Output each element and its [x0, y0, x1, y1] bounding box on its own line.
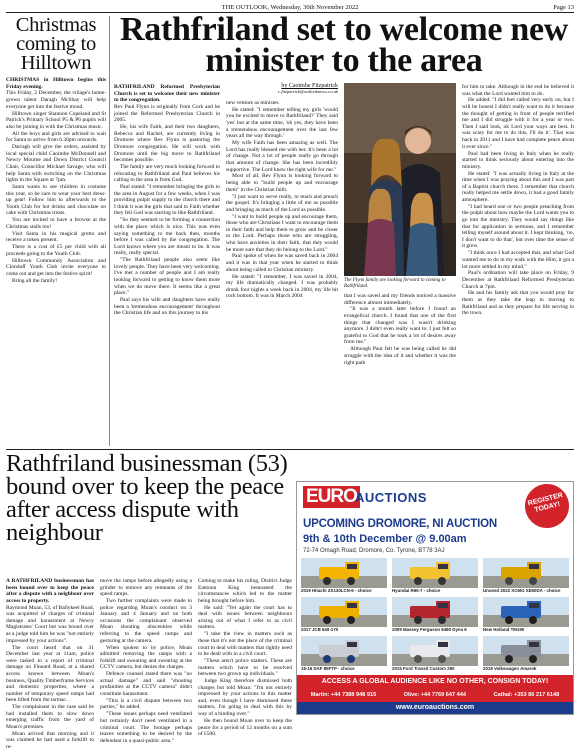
minister-paragraph: for him to take. Although in the end he believed it was what the Lord wanted him to do. — [462, 84, 574, 97]
byline: by Caoimhe Fitzpatrick — [281, 83, 338, 89]
ad-item[interactable] — [483, 597, 569, 635]
minister-paragraph: new venture as minister. — [226, 100, 280, 106]
minister-paragraph: "I just want to serve really, to teach and preach the gospel. It's bringing a little of me as possible and bringing as much of the Lord as possible. — [226, 193, 338, 213]
christmas-paragraph: There is a cost of £5 per child with all proceeds going to the Youth Club. — [6, 244, 106, 257]
ad-item-label: 2018 Volkswagen Amarok — [483, 666, 537, 671]
ad-item[interactable] — [301, 636, 387, 674]
christmas-paragraph: Bring all the family! — [12, 277, 58, 284]
ad-item-label: 2009 Massey Ferguson 6480 Dyna 6 — [392, 627, 467, 632]
ad-item-photo — [301, 636, 387, 666]
businessman-paragraph: He then bound Moan over to keep the peace for a period of 12 months on a sum of £500. — [198, 717, 292, 738]
minister-col-2-paras — [226, 100, 338, 300]
contact-cathal[interactable]: Cathal: +353 86 217 6148 — [493, 692, 560, 698]
ad-website[interactable]: www.euroauctions.com — [297, 702, 573, 714]
businessman-paragraph: move the ramps before allegedly using a grinder to remove any remnants of the speed ramps. — [100, 578, 192, 598]
minister-col-3 — [344, 293, 456, 444]
minister-col-2 — [226, 100, 338, 444]
byline-email[interactable]: c.fitzpatrick@outlooknews.co.uk — [278, 89, 338, 94]
businessman-paragraph: He said: "Yet again the court has to deal with issues between neighbours arising out of what I refer to as civil matters. — [198, 604, 292, 631]
ad-item-photo — [301, 597, 387, 627]
ad-item-photo — [483, 597, 569, 627]
christmas-headline: Christmas coming to Hilltown — [15, 14, 97, 74]
minister-paragraph: "So they seemed to be forming a connection with the place which is nice. This was even saying something to me back then, months before I was called by the congregation. The Lord knows where you are meant to be. It was really, really special. — [114, 217, 220, 257]
businessman-col-1-paras — [6, 605, 94, 751]
minister-headline: Rathfriland set to welcome new minister to the area — [119, 11, 569, 79]
businessman-paragraph: The court heard that on 31 December last year at 11am, police were tasked to a report of criminal damage on Finnard Road, at a shared access known between Moan's business, Quality Timberframe Services and domestic properties, where a number of temporary speed ramps had been lifted from the tarmac. — [6, 644, 94, 704]
minister-col-1-paras — [114, 104, 220, 317]
minister-paragraph: "The Rathfriland people also seem like lovely people. They have been very welcoming. I've met a number of people and I am really looking forward to getting to know them more when we do move there. It seems like a great place." — [114, 257, 220, 297]
minister-paragraph: My wife Faith has been amazing as well. The Lord has really blessed me with her. It's been a lot of change. Not a lot of people really go through that amount of change. She has been incredibly supportive. The Lord knew the right wife for me." — [226, 140, 338, 173]
christmas-paragraph: You are invited to have a browse at the Christmas stalls too! — [6, 217, 106, 230]
ad-item-photo — [392, 558, 478, 588]
businessman-col-2-paras — [100, 578, 192, 744]
businessman-paragraph: Judge King therefore dismissed both charges but told Moan: "I'm not entirely impressed by your actions in this matter and, even though I have dismissed these matters, I'm going to deal with this by way of a binding over." — [198, 678, 292, 718]
minister-col-1 — [114, 84, 220, 444]
businessman-col-3-paras — [198, 578, 292, 738]
minister-paragraph: He stated: "I remember, I was saved in 2004, my life dramatically changed. I was probably drunk four nights a week back in 2004, my life hit rock bottom. It was in March 2004 — [226, 273, 338, 300]
ad-title: UPCOMING DROMORE, NI AUCTION — [303, 518, 497, 530]
column-divider — [109, 16, 110, 446]
minister-paragraph: Paul says his wife and daughters have really been a 'tremendous encouragement' throughout the Christian life and on this journey to his — [114, 297, 220, 317]
businessman-paragraph: The complainant in the case said he had installed them to slow down emerging traffic from the yard of Moan's premises. — [6, 704, 94, 730]
businessman-paragraph: "These issues perhaps need ventilated but certainly don't need ventilated in a criminal court. The footage perhaps leaves something to be desired by the defendant in a quasi-public area." — [100, 711, 192, 744]
ad-item-photo — [483, 558, 569, 588]
businessman-paragraph: Moan arrived that morning and it was claimed he had used a forklift to re- — [6, 730, 94, 751]
businessman-paragraph: Defence counsel stated there was "no actual damage" and said "shouting profanities at the CCTV camera" didn't constitute harassment. — [100, 671, 192, 697]
ad-item-label: 15-16 DAF 85FTP - choice — [301, 666, 355, 671]
ad-item-label: 2019 Hitachi ZX130LCN-6 - choice — [301, 588, 372, 593]
christmas-lead: CHRISTMAS in Hilltown begins this Friday evening. — [6, 77, 106, 90]
businessman-paragraph: Coming to make his ruling, District Judge Eamonn King bemoaned the circumstances which led to the matter being brought before him. — [198, 578, 292, 604]
euro-auctions-advert[interactable] — [296, 481, 574, 715]
christmas-body — [6, 77, 106, 411]
family-photo-illustration — [344, 83, 456, 276]
ad-item-photo — [301, 558, 387, 588]
minister-paragraph: The family are very much looking forward to relocating to Rathfriland and Paul believes his calling to the area is from God. — [114, 164, 220, 184]
christmas-paragraph: All the boys and girls are advised to wait for Santa to arrive from 6.30pm onwards. — [6, 130, 106, 144]
businessman-headline: Rathfriland businessman (53) bound over to keep the peace after access dispute with neighbour — [6, 450, 288, 546]
minister-lead: RATHFRILAND Reformed Presbyterian Church is set to welcome their new minister to the congregation. — [114, 84, 220, 104]
businessman-col-3 — [198, 578, 292, 738]
auctions-logo: AUCTIONS — [355, 490, 427, 505]
christmas-paragraphs — [6, 90, 106, 284]
ad-item-photo — [392, 597, 478, 627]
ad-item-photo — [483, 636, 569, 666]
minister-col-3-paras — [344, 293, 456, 366]
euro-logo: EURO — [303, 486, 360, 508]
businessman-lead: A RATHFRILAND businessman has been bound over to keep the peace after a dispute with a neighbour over access to property. — [6, 578, 94, 604]
businessman-paragraph: Two further complaints were made to police regarding Moan's conduct on 3 January and 4 January and on both occasions the complainant observed Moan shouting obscenities while referring to the speed ramps and gesturing at the camera. — [100, 598, 192, 644]
contact-martin[interactable]: Martin: +44 7388 948 915 — [310, 692, 377, 698]
photo-caption: The Flynn family are looking forward to coming to Rathfriland. — [344, 278, 446, 289]
minister-col-4-paras — [462, 84, 574, 317]
minister-paragraph: He stated: "I was actually living in Italy at the time when I was praying about this and I was part of a Baptist church there. I remember that church really helped me settle down, it had a good family atmosphere. — [462, 170, 574, 203]
minister-paragraph: He added: "I did feel called very early on, but I will be honest I didn't really want to do it because the thought of getting in front of people terrified me and I did struggle with it for a year or two. Then I said look, ok Lord your ways are best. It was scary for me to do this, I'll do it'. That was back in 2011 and I have had complete peace about it ever since." — [462, 97, 574, 150]
christmas-paragraph: Hilltown singer Shannon Copeland and St Patrick's Primary School P5 & P6 pupils will also be joining in with the Christmas music. — [6, 110, 106, 130]
ad-item[interactable] — [392, 558, 478, 596]
minister-paragraph: "It was a month later before I found an evangelical church. I found that one of the first things that changed was I wasn't drinking anymore. I didn't even really want to. I just felt so grateful to God that he took a lot of desires away from me." — [344, 306, 456, 346]
minister-col-4 — [462, 84, 574, 444]
christmas-paragraph: Santa wants to see children in costume this year, so be sure to wear your best dress-up gear! Follow him to afterwards to the Youth Club for hot drinks and chocolate on cake with Christmas treats. — [6, 183, 106, 217]
businessman-col-2 — [100, 578, 192, 744]
ad-item[interactable] — [392, 597, 478, 635]
businessman-paragraph: "These aren't police matters. These are matters which have to be resolved between two grown up individuals." — [198, 658, 292, 678]
businessman-paragraph: Raymond Moan, 53, of Ballykeel Road, was acquitted of charges of criminal damage and harassment at Newry Magistrates' Court but was bound over as a judge told him he was "not entirely impressed by your actions". — [6, 604, 94, 644]
page-number: Page 13 — [553, 3, 574, 11]
ad-item[interactable] — [483, 558, 569, 596]
ad-item[interactable] — [301, 558, 387, 596]
minister-paragraph: Rev Paul Flynn is originally from Cork and he joined the Reformed Presbyterian Church in 2005. — [114, 104, 220, 124]
byline-block — [228, 83, 338, 94]
register-today-badge[interactable]: REGISTER TODAY! — [520, 479, 573, 532]
ad-tagline: ACCESS A GLOBAL AUDIENCE LIKE NO OTHER, CONSIGN TODAY! — [297, 675, 573, 688]
minister-paragraph: "I want to build people up and encourage them, those who are Christians I want to encourage them in their faith and help them to grow and be closer to the Lord. Perhaps those who are struggling, who have anxieties in their faith, that they would be more sure that they do belong to the Lord." — [226, 213, 338, 253]
ad-item-label: New Holland TM190 — [483, 627, 525, 632]
ad-item-label: Hyundai R60-7 - choice — [392, 588, 441, 593]
christmas-paragraph: Darragh will give the orders, assisted by local special child Caoimhe McDonnell and Newry Mourne and Down District Council Chair, Councillor Michael Savage, who will help Santa with switching on the Christmas lights in the Square at 7pm. — [6, 144, 106, 184]
ad-contacts — [297, 688, 573, 702]
businessman-paragraph: When spoken to by police, Moan admitted removing the ramps with a forklift and swearing and swearing at the CCTV camera, but denies the charges. — [100, 644, 192, 671]
minister-paragraph: that I was saved and my friends noticed a massive difference almost immediately. — [344, 293, 456, 306]
ad-date: 9th & 10th December @ 9.00am — [303, 533, 467, 545]
ad-item-label: Unused 2022 XCMG XE60DA - choice — [483, 588, 561, 593]
minister-paragraph: "I think once I had accepted that, and what God wanted me to do in my walk with the Him, it got a lot more settled in my mind." — [462, 250, 574, 270]
ad-item[interactable] — [483, 636, 569, 674]
christmas-paragraph: Hilltown Community Association and Clonduff Youth Club invite everyone to come out and get into the festive spirit! — [6, 257, 106, 277]
minister-paragraph: "I had heard one or two people preaching from the pulpit about how maybe the Lord wants you to go into the ministry. They would say things like that for application in sermons, and I remember telling myself around about it. I kept thinking, 'no, I don't want to do that', but over time the sense of it grew. — [462, 203, 574, 250]
businessman-col-1 — [6, 578, 94, 751]
ad-item[interactable] — [392, 636, 478, 674]
publication-dateline: THE OUTLOOK, Wednesday, 30th November 2022 — [221, 3, 359, 11]
flynn-family-photo — [344, 83, 456, 276]
minister-paragraph: Paul spoke of when he was saved back in 2004 and it was in that year when he started to think about being called to Christian ministry. — [226, 253, 338, 273]
ad-item-photo — [392, 636, 478, 666]
minister-paragraph: He stated: "I remember telling my girls 'would you be excited to move to Rathfriland?' They said 'yes' but at the same time, 'oh yes, they have been a tremendous encouragement over the last few years all the way through.' — [226, 106, 338, 140]
minister-paragraph: Paul stated: "I remember bringing the girls to the area in August for a few weeks, when I was providing pulpit supply to the church there and I think it was the girls that said to Faith whether they felt God was starting to like Rathfriland. — [114, 184, 220, 217]
ad-item-label: 2015 Ford Transit Custom 290 — [392, 666, 455, 671]
christmas-paragraph: This Friday, 2 December, the village's home-grown talent Daragh McShay will help everyone get into the festive mood. — [6, 90, 106, 110]
ad-address: 72-74 Omagh Road, Dromore, Co. Tyrone, BT78 3AJ — [303, 548, 445, 554]
businessman-paragraph: "This is a civil dispute between two parties," he added. — [100, 697, 192, 711]
minister-paragraph: Most of all, Rev Flynn is looking forward to being able to "build people up and encourage them" in the Christian faith. — [226, 173, 338, 193]
christmas-article — [6, 16, 106, 446]
minister-paragraph: He and his family ask that you would pray for them as they take the leap in moving to Rathfriland and as they prepare for life serving in the town. — [462, 290, 574, 317]
minister-paragraph: He, his wife Faith, and their two daughters, Rebecca and Rachel, are currently living in Dromore where Rev Flynn is pastoring the Dromore congregation. He will work with Dromore until the big move to Rathfriland becomes possible. — [114, 124, 220, 164]
minister-paragraph: Paul had been living in Italy when he really started to think seriously about entering into the ministry. — [462, 150, 574, 170]
ad-item-label: 2017 JCB 540-170 — [301, 627, 339, 632]
minister-paragraph: Although Paul felt he was being called he did struggle with the idea of it and whether it was the right path — [344, 346, 456, 366]
minister-paragraph: Paul's ordination will take place on Friday, 9 December at Rathfriland Reformed Presbyterian Church at 7pm. — [462, 270, 574, 290]
ad-item[interactable] — [301, 597, 387, 635]
contact-olive[interactable]: Olive: +44 7769 647 444 — [403, 692, 466, 698]
businessman-paragraph: "I take the view in matters such as these that it's not the place of the criminal court to deal with matters that rightly need to be dealt with in a civil court. — [198, 631, 292, 658]
christmas-paragraph: Visit Santa in his magical grotto and receive a token present. — [6, 230, 106, 244]
